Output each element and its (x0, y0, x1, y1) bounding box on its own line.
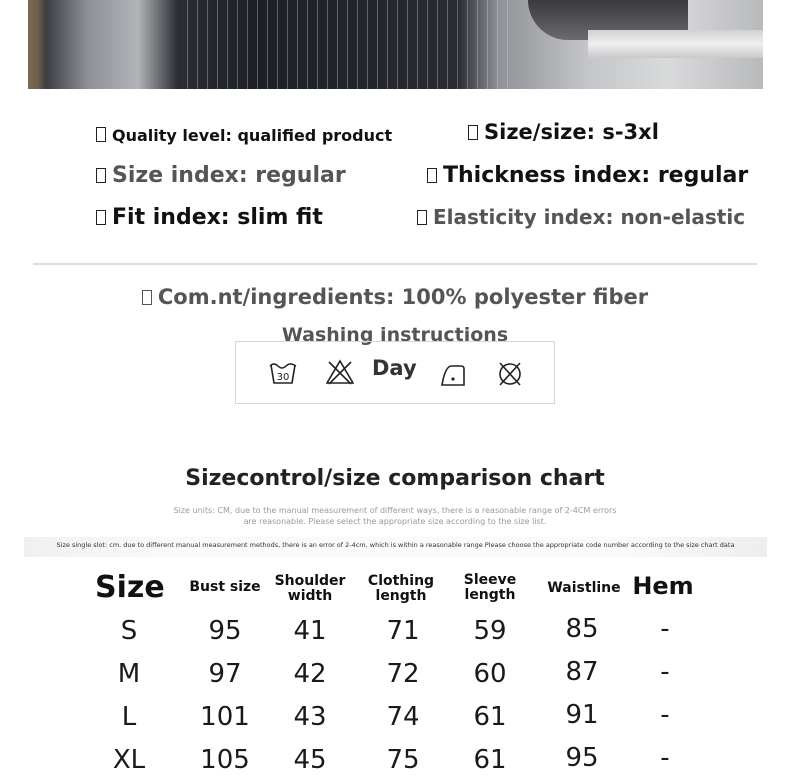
cell-clothing: 72 (386, 659, 420, 689)
cell-bust: 101 (200, 702, 250, 732)
header-line: Clothing (367, 573, 435, 589)
bullet-box-icon (417, 210, 427, 225)
no-bleach-icon (326, 359, 354, 385)
composition: Com.nt/ingredients: 100% polyester fiber (0, 285, 790, 309)
cell-sleeve: 61 (473, 745, 507, 775)
bullet-box-icon (96, 210, 106, 225)
cell-waist: 85 (565, 614, 599, 644)
svg-text:30: 30 (276, 372, 290, 383)
wash-30-icon (269, 361, 297, 387)
note-line: are reasonable. Please select the appropriate size according to the size list. (243, 517, 547, 526)
spec-size-range: Size/size: s-3xl (468, 120, 659, 144)
note-line: Size units: CM, due to the manual measurement of different ways, there is a reasonable range of 2-4CM errors (173, 506, 617, 515)
header-sleeve-length (450, 573, 530, 603)
iron-low-icon (439, 363, 467, 387)
cell-waist: 95 (565, 743, 599, 773)
background-rail (588, 30, 763, 58)
cell-sleeve: 59 (473, 616, 507, 646)
cell-hem: - (660, 743, 670, 773)
cell-sleeve: 60 (473, 659, 507, 689)
header-shoulder (270, 574, 350, 604)
header-bust: Bust size (189, 579, 261, 595)
header-line: width (287, 588, 333, 604)
header-hem: Hem (632, 572, 694, 600)
cell-hem: - (660, 657, 670, 687)
header-line: length (375, 588, 427, 604)
spec-thickness: Thickness index: regular (427, 163, 748, 188)
wash-day-label: Day (372, 356, 417, 380)
cell-hem: - (660, 700, 670, 730)
bullet-box-icon (142, 290, 152, 305)
product-photo (28, 0, 763, 89)
cell-bust: 97 (208, 659, 242, 689)
pinstripe-fabric (178, 0, 508, 89)
cell-size: L (121, 702, 137, 732)
cell-size: XL (112, 745, 146, 775)
cell-shoulder: 43 (293, 702, 327, 732)
spec-size-index: Size index: regular (96, 163, 346, 188)
header-size: Size (95, 570, 165, 605)
size-chart-title: Sizecontrol/size comparison chart (185, 466, 605, 491)
cell-bust: 95 (208, 616, 242, 646)
header-clothing-length (360, 574, 442, 604)
header-line: Sleeve (463, 572, 517, 588)
cell-size: M (117, 659, 141, 689)
spec-quality: Quality level: qualified product (96, 126, 392, 145)
cell-clothing: 74 (386, 702, 420, 732)
spec-fit: Fit index: slim fit (96, 205, 323, 230)
bullet-box-icon (427, 168, 437, 183)
bullet-box-icon (96, 127, 106, 142)
bullet-box-icon (96, 168, 106, 183)
size-chart-note (0, 505, 790, 527)
size-note-strip-text: Size single slot: cm. due to different manual measurement methods, there is an error of 2-4cm, which is within a reasonable range Please choose the appropriate code number according to the size chart data (56, 541, 735, 549)
divider (33, 263, 757, 265)
bullet-box-icon (468, 125, 478, 140)
cell-size: S (120, 616, 138, 646)
washing-title: Washing instructions (281, 324, 509, 346)
no-dry-clean-icon (496, 361, 524, 387)
cell-clothing: 75 (386, 745, 420, 775)
cell-hem: - (660, 614, 670, 644)
header-line: length (464, 587, 516, 603)
cell-waist: 91 (565, 700, 599, 730)
header-line: Shoulder (274, 573, 346, 589)
cell-bust: 105 (200, 745, 250, 775)
cell-waist: 87 (565, 657, 599, 687)
cell-shoulder: 41 (293, 616, 327, 646)
spec-elasticity: Elasticity index: non-elastic (417, 205, 745, 229)
cell-shoulder: 45 (293, 745, 327, 775)
cell-clothing: 71 (386, 616, 420, 646)
cell-shoulder: 42 (293, 659, 327, 689)
cell-sleeve: 61 (473, 702, 507, 732)
header-waistline: Waistline (547, 580, 621, 596)
